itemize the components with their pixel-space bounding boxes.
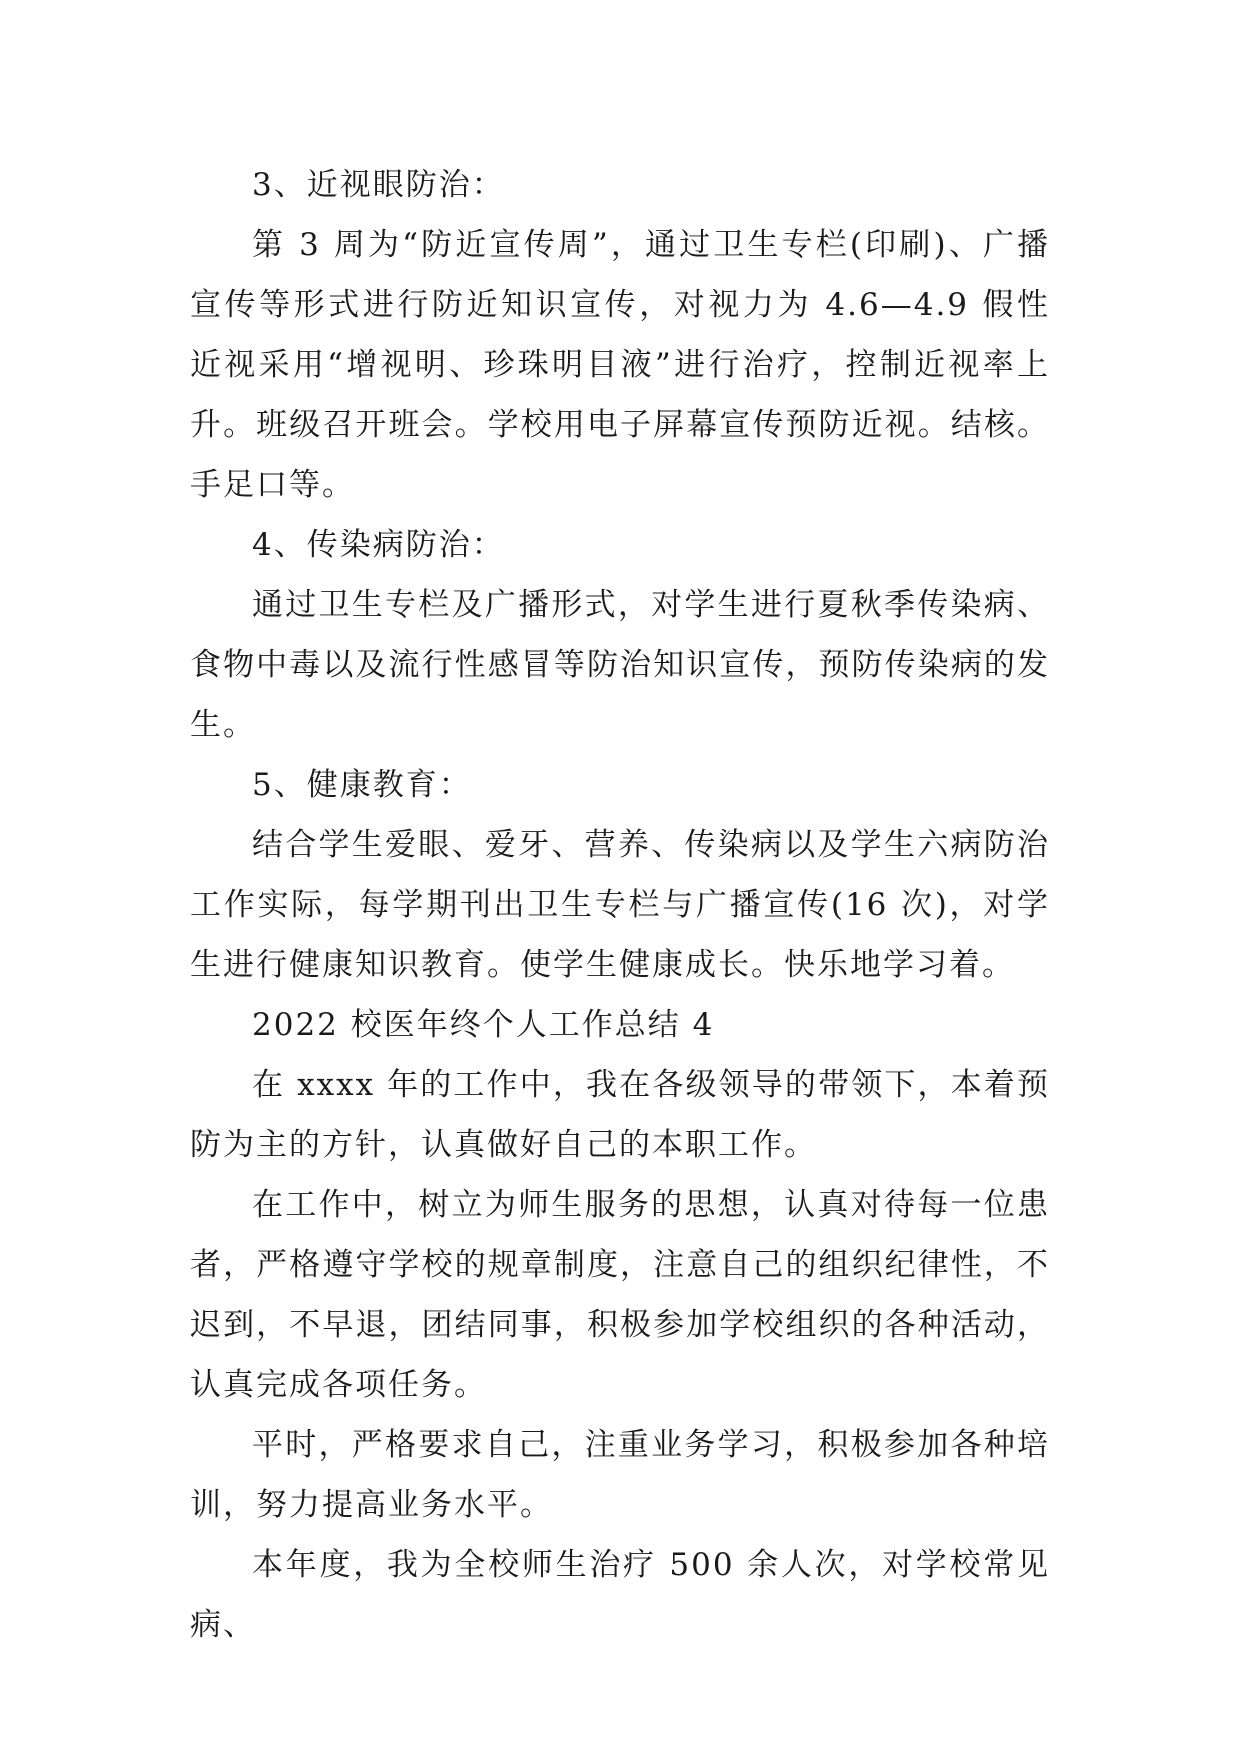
paragraph-annual-treatment: 本年度，我为全校师生治疗 500 余人次，对学校常见病、 xyxy=(190,1547,1050,1643)
paragraph-health-education: 结合学生爱眼、爱牙、营养、传染病以及学生六病防治工作实际，每学期刊出卫生专栏与广播宣传(16 次)，对学生进行健康知识教育。使学生健康成长。快乐地学习着。 xyxy=(190,827,1050,983)
paragraph-myopia-prevention: 第 3 周为“防近宣传周”，通过卫生专栏(印刷)、广播宣传等形式进行防近知识宣传，对视力为 4.6—4.9 假性近视采用“增视明、珍珠明目液”进行治疗，控制近视率上升。班级召开班会。学校用电子屏幕宣传预防近视。结核。手足口等。 xyxy=(190,227,1050,503)
section-heading-myopia: 3、近视眼防治： xyxy=(252,167,505,203)
paragraph-work-attitude: 在工作中，树立为师生服务的思想，认真对待每一位患者，严格遵守学校的规章制度，注意自己的组织纪律性，不迟到，不早退，团结同事，积极参加学校组织的各种活动，认真完成各项任务。 xyxy=(190,1187,1050,1403)
section-heading-health-education: 5、健康教育： xyxy=(252,767,472,803)
summary-title: 2022 校医年终个人工作总结 4 xyxy=(252,1007,715,1043)
section-heading-infectious-disease: 4、传染病防治： xyxy=(252,527,505,563)
document-body xyxy=(190,155,1050,1655)
paragraph-work-overview: 在 xxxx 年的工作中，我在各级领导的带领下，本着预防为主的方针，认真做好自己的本职工作。 xyxy=(190,1067,1050,1163)
paragraph-infectious-disease: 通过卫生专栏及广播形式，对学生进行夏秋季传染病、食物中毒以及流行性感冒等防治知识宣传，预防传染病的发生。 xyxy=(190,587,1050,743)
paragraph-self-improvement: 平时，严格要求自己，注重业务学习，积极参加各种培训，努力提高业务水平。 xyxy=(190,1427,1050,1523)
